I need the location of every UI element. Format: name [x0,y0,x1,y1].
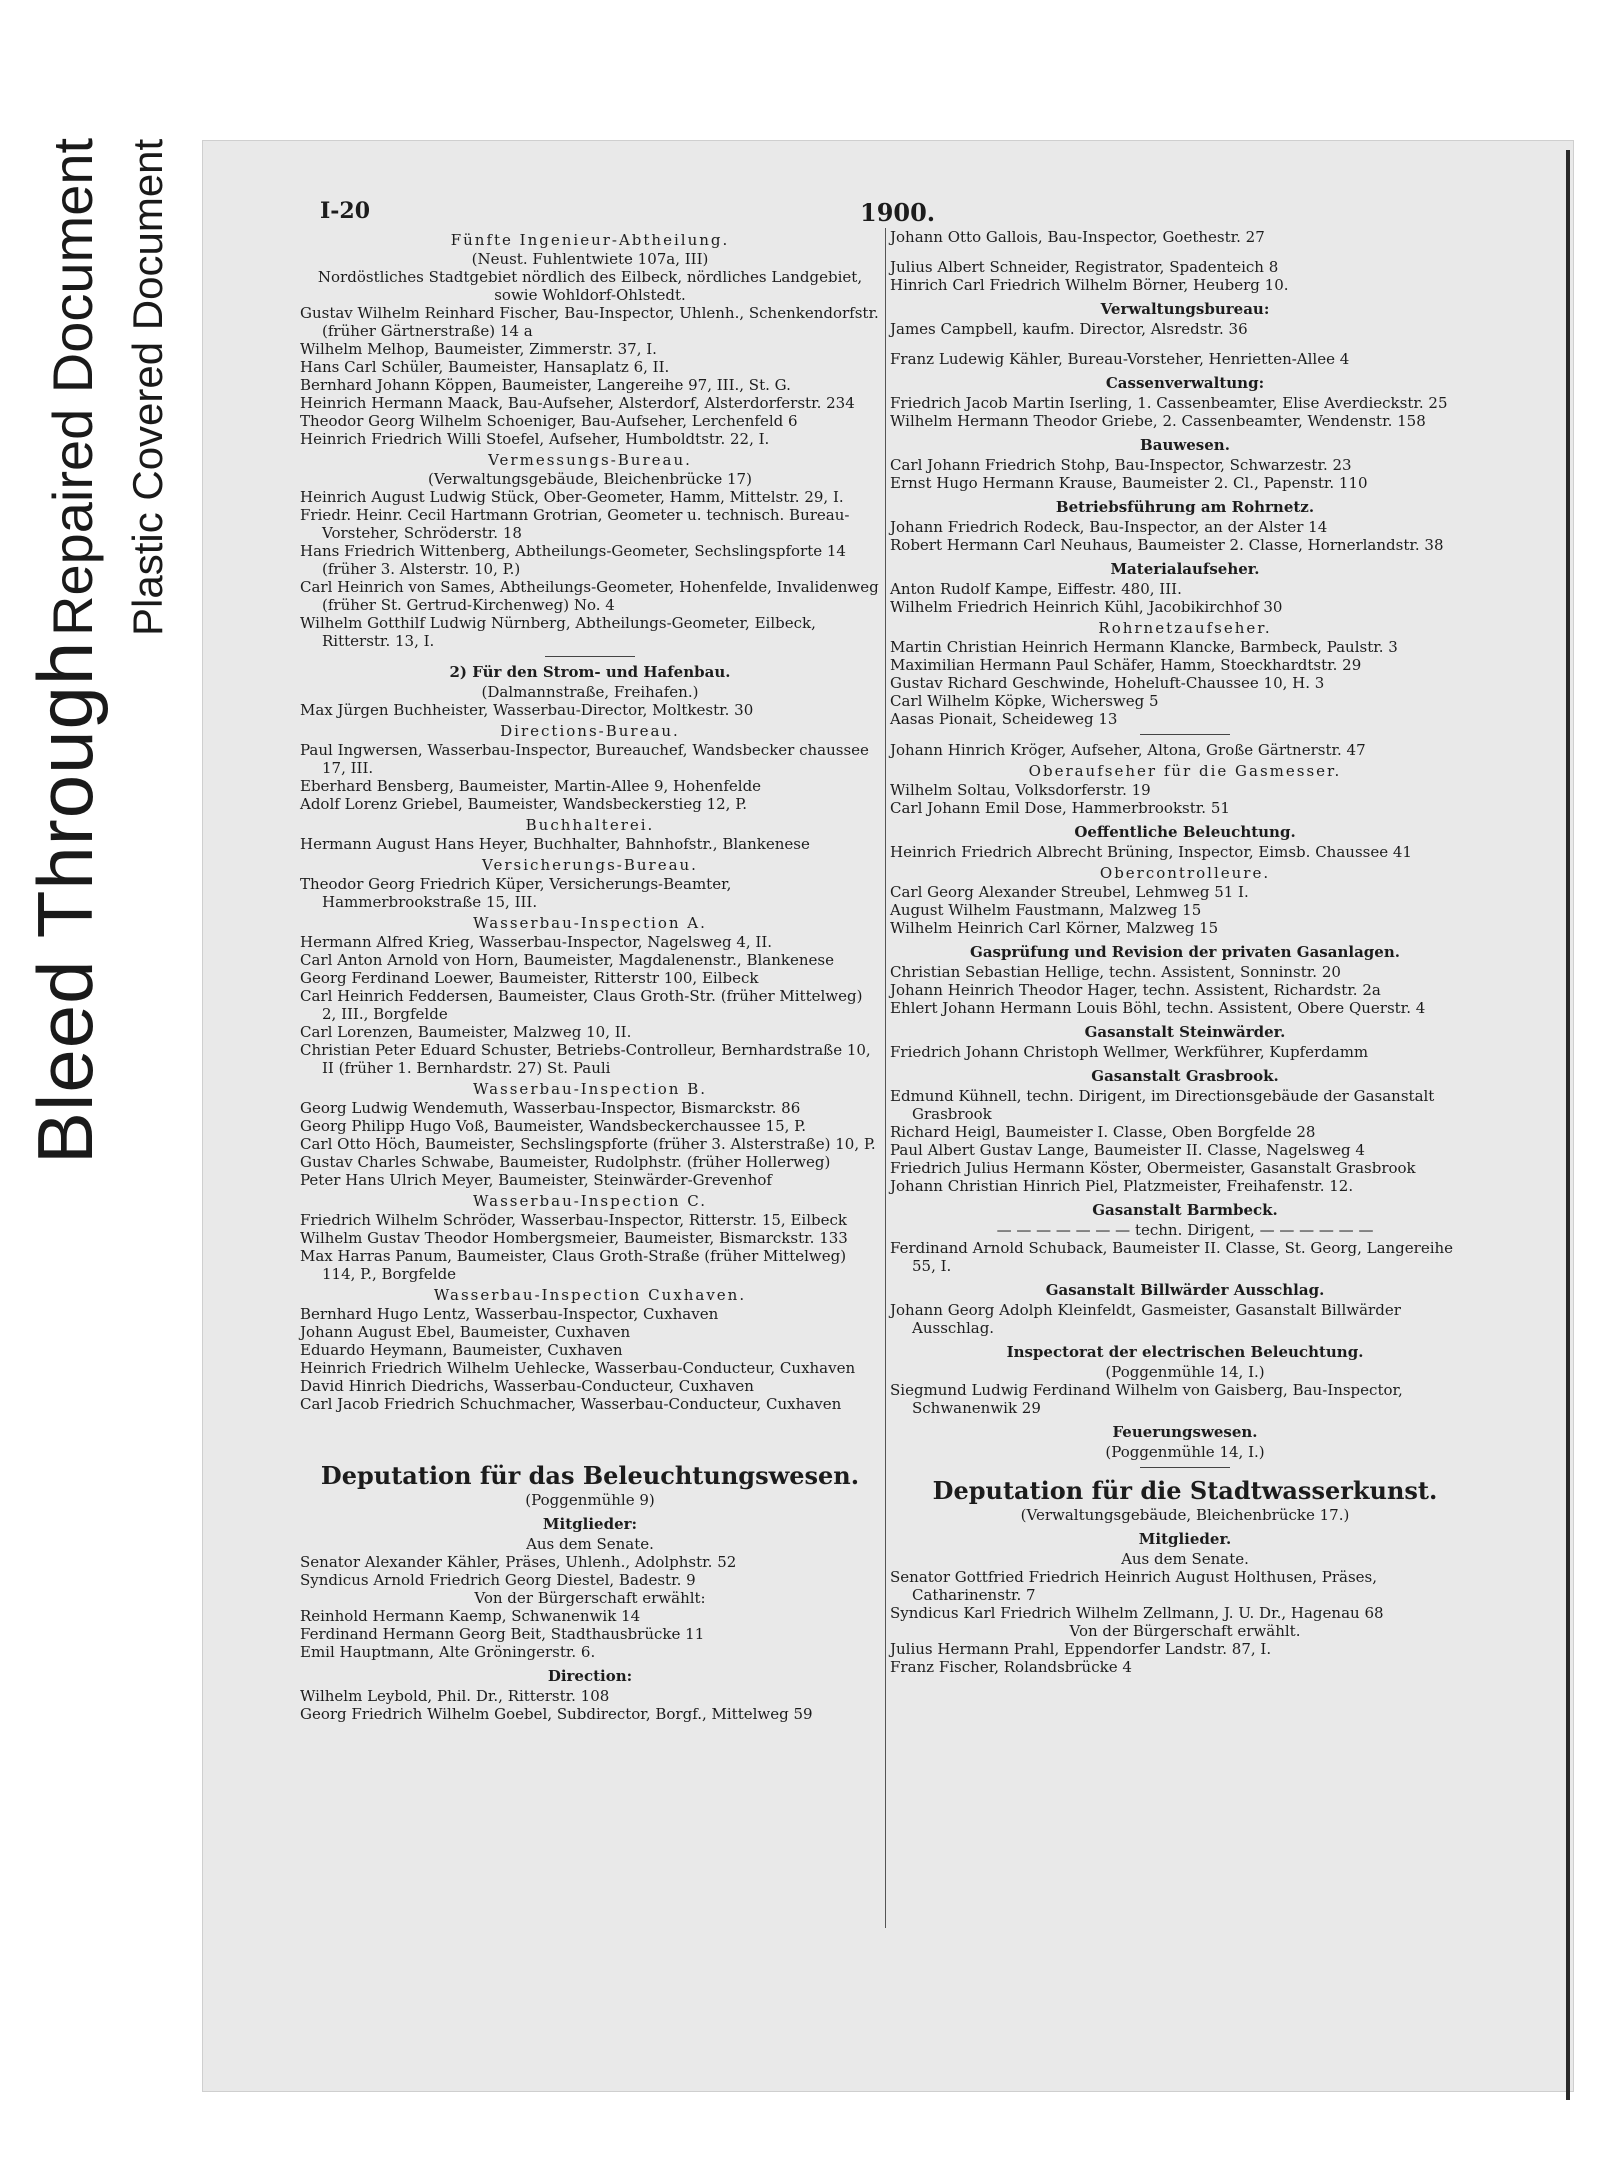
directory-entry: Carl Lorenzen, Baumeister, Malzweg 10, II. [300,1023,632,1041]
directory-entry: Carl Georg Alexander Streubel, Lehmweg 51 I. [890,883,1249,901]
section-heading: Gasanstalt Steinwärder. [1084,1023,1286,1041]
directory-entry: Hermann Alfred Krieg, Wasserbau-Inspector, Nagelsweg 4, II. [300,933,773,951]
note-line: (Poggenmühle 9) [525,1491,655,1509]
directory-entry: Hinrich Carl Friedrich Wilhelm Börner, Heuberg 10. [890,276,1289,294]
section-heading: Direction: [547,1667,633,1685]
separator-rule [545,656,635,657]
directory-entry: Gustav Wilhelm Reinhard Fischer, Bau-Inspector, Uhlenh., Schenkendorfstr. (früher Gärtnerstraße) 14 a [300,304,879,340]
note-line: Von der Bürgerschaft erwählt. [1069,1622,1301,1640]
section-heading: Gasanstalt Billwärder Ausschlag. [1045,1281,1325,1299]
section-heading: Wasserbau-Inspection C. [473,1192,707,1210]
directory-entry: Wilhelm Soltau, Volksdorferstr. 19 [890,781,1151,799]
directory-entry: Friedrich Wilhelm Schröder, Wasserbau-Inspector, Ritterstr. 15, Eilbeck [300,1211,847,1229]
spacer [890,246,1480,258]
directory-entry: Christian Sebastian Hellige, techn. Assistent, Sonninstr. 20 [890,963,1341,981]
directory-entry: Johann Hinrich Kröger, Aufseher, Altona, Große Gärtnerstr. 47 [890,741,1366,759]
directory-entry: Peter Hans Ulrich Meyer, Baumeister, Steinwärder-Grevenhof [300,1171,772,1189]
plastic-covered-label: Plastic Covered Document [124,138,171,636]
section-heading: Inspectorat der electrischen Beleuchtung. [1006,1343,1364,1361]
note-line: (Dalmannstraße, Freihafen.) [481,683,699,701]
directory-entry: Robert Hermann Carl Neuhaus, Baumeister 2. Classe, Hornerlandstr. 38 [890,536,1444,554]
note-line: — — — — — — — techn. Dirigent, — — — — — — [996,1221,1374,1239]
section-heading: Oberaufseher für die Gasmesser. [1028,762,1342,780]
directory-entry: Emil Hauptmann, Alte Gröningerstr. 6. [300,1643,596,1661]
section-heading: Buchhalterei. [525,816,655,834]
directory-entry: Carl Johann Friedrich Stohp, Bau-Inspector, Schwarzestr. 23 [890,456,1352,474]
separator-rule [1140,734,1230,735]
section-heading: Betriebsführung am Rohrnetz. [1055,498,1315,516]
directory-entry: Theodor Georg Friedrich Küper, Versicherungs-Beamter, Hammerbrookstraße 15, III. [300,875,732,911]
directory-entry: Ferdinand Hermann Georg Beit, Stadthausbrücke 11 [300,1625,705,1643]
directory-entry: Syndicus Arnold Friedrich Georg Diestel, Badestr. 9 [300,1571,696,1589]
directory-entry: Friedrich Jacob Martin Iserling, 1. Cassenbeamter, Elise Averdieckstr. 25 [890,394,1448,412]
page-number: I-20 [320,198,371,224]
directory-entry: Carl Johann Emil Dose, Hammerbrookstr. 51 [890,799,1230,817]
section-heading: Gasanstalt Grasbrook. [1091,1067,1279,1085]
directory-entry: Wilhelm Melhop, Baumeister, Zimmerstr. 37, I. [300,340,657,358]
section-heading: Materialaufseher. [1110,560,1260,578]
section-heading: Mitglieder. [1138,1530,1232,1548]
repaired-document-label: Repaired Document [41,137,104,636]
directory-entry: Johann Friedrich Rodeck, Bau-Inspector, an der Alster 14 [890,518,1328,536]
directory-entry: Siegmund Ludwig Ferdinand Wilhelm von Gaisberg, Bau-Inspector, Schwanenwik 29 [890,1381,1403,1417]
section-heading: Obercontrolleure. [1099,864,1271,882]
directory-entry: James Campbell, kaufm. Director, Alsredstr. 36 [890,320,1248,338]
bleed-through-label: Bleed Through [21,640,109,1164]
directory-entry: Gustav Richard Geschwinde, Hoheluft-Chaussee 10, H. 3 [890,674,1325,692]
directory-entry: Heinrich Friedrich Albrecht Brüning, Inspector, Eimsb. Chaussee 41 [890,843,1412,861]
section-heading: Versicherungs-Bureau. [482,856,698,874]
right-column [890,228,1480,1676]
left-column [300,228,880,1723]
directory-entry: Wilhelm Hermann Theodor Griebe, 2. Cassenbeamter, Wendenstr. 158 [890,412,1426,430]
directory-entry: Heinrich Friedrich Willi Stoefel, Aufseher, Humboldtstr. 22, I. [300,430,770,448]
section-heading: 2) Für den Strom- und Hafenbau. [449,663,731,681]
directory-entry: Anton Rudolf Kampe, Eiffestr. 480, III. [890,580,1182,598]
directory-entry: Wilhelm Leybold, Phil. Dr., Ritterstr. 108 [300,1687,610,1705]
section-heading: Verwaltungsbureau: [1100,300,1270,318]
directory-entry: Julius Hermann Prahl, Eppendorfer Landstr. 87, I. [890,1640,1272,1658]
directory-entry: Georg Philipp Hugo Voß, Baumeister, Wandsbeckerchaussee 15, P. [300,1117,806,1135]
directory-entry: Franz Fischer, Rolandsbrücke 4 [890,1658,1132,1676]
directory-entry: Ernst Hugo Hermann Krause, Baumeister 2. Cl., Papenstr. 110 [890,474,1368,492]
spacer [890,338,1480,350]
note-line: (Verwaltungsgebäude, Bleichenbrücke 17) [428,470,752,488]
directory-entry: Julius Albert Schneider, Registrator, Spadenteich 8 [890,258,1279,276]
directory-entry: August Wilhelm Faustmann, Malzweg 15 [890,901,1202,919]
directory-entry: Wilhelm Gustav Theodor Hombergsmeier, Baumeister, Bismarckstr. 133 [300,1229,848,1247]
directory-entry: Richard Heigl, Baumeister I. Classe, Oben Borgfelde 28 [890,1123,1316,1141]
directory-entry: Friedrich Julius Hermann Köster, Obermeister, Gasanstalt Grasbrook [890,1159,1416,1177]
directory-entry: Christian Peter Eduard Schuster, Betriebs-Controlleur, Bernhardstraße 10, II (früher 1. Bernhardstr. 27) St. Pauli [300,1041,871,1077]
directory-entry: Franz Ludewig Kähler, Bureau-Vorsteher, Henrietten-Allee 4 [890,350,1350,368]
directory-entry: Carl Otto Höch, Baumeister, Sechslingspforte (früher 3. Alsterstraße) 10, P. [300,1135,876,1153]
directory-entry: Gustav Charles Schwabe, Baumeister, Rudolphstr. (früher Hollerweg) [300,1153,831,1171]
directory-entry: Carl Heinrich Feddersen, Baumeister, Claus Groth-Str. (früher Mittelweg) 2, III., Borgfelde [300,987,863,1023]
page-header [320,198,1450,228]
note-line: (Neust. Fuhlentwiete 107a, III) [471,250,709,268]
directory-entry: Johann Heinrich Theodor Hager, techn. Assistent, Richardstr. 2a [890,981,1381,999]
directory-entry: Max Harras Panum, Baumeister, Claus Groth-Straße (früher Mittelweg) 114, P., Borgfelde [300,1247,847,1283]
directory-entry: Syndicus Karl Friedrich Wilhelm Zellmann, J. U. Dr., Hagenau 68 [890,1604,1384,1622]
directory-entry: Heinrich August Ludwig Stück, Ober-Geometer, Hamm, Mittelstr. 29, I. [300,488,844,506]
section-heading: Mitglieder: [542,1515,638,1533]
note-line: Aus dem Senate. [526,1535,654,1553]
directory-entry: Bernhard Hugo Lentz, Wasserbau-Inspector, Cuxhaven [300,1305,719,1323]
directory-entry: Georg Ludwig Wendemuth, Wasserbau-Inspector, Bismarckstr. 86 [300,1099,801,1117]
section-heading: Wasserbau-Inspection Cuxhaven. [433,1286,747,1304]
section-heading: Wasserbau-Inspection B. [472,1080,707,1098]
directory-entry: Wilhelm Heinrich Carl Körner, Malzweg 15 [890,919,1219,937]
section-heading: Gasprüfung und Revision der privaten Gasanlagen. [970,943,1400,961]
directory-entry: Senator Gottfried Friedrich Heinrich August Holthusen, Präses, Catharinenstr. 7 [890,1568,1377,1604]
deputation-title: Deputation für das Beleuchtungswesen. [320,1461,860,1490]
section-heading: Cassenverwaltung: [1105,374,1265,392]
directory-entry: Carl Heinrich von Sames, Abtheilungs-Geometer, Hohenfelde, Invalidenweg (früher St. Gertrud-Kirchenweg) No. 4 [300,578,879,614]
directory-entry: Friedrich Johann Christoph Wellmer, Werkführer, Kupferdamm [890,1043,1369,1061]
directory-entry: Hermann August Hans Heyer, Buchhalter, Bahnhofstr., Blankenese [300,835,810,853]
section-heading: Feuerungswesen. [1112,1423,1258,1441]
section-heading: Gasanstalt Barmbeck. [1092,1201,1278,1219]
directory-entry: Adolf Lorenz Griebel, Baumeister, Wandsbeckerstieg 12, P. [300,795,748,813]
column-divider [885,228,886,1928]
directory-entry: Maximilian Hermann Paul Schäfer, Hamm, Stoeckhardtstr. 29 [890,656,1362,674]
directory-entry: Aasas Pionait, Scheideweg 13 [890,710,1118,728]
section-heading: Bauwesen. [1140,436,1230,454]
directory-entry: Georg Ferdinand Loewer, Baumeister, Ritterstr 100, Eilbeck [300,969,759,987]
directory-entry: Carl Wilhelm Köpke, Wichersweg 5 [890,692,1159,710]
note-line: Aus dem Senate. [1121,1550,1249,1568]
directory-entry: Wilhelm Friedrich Heinrich Kühl, Jacobikirchhof 30 [890,598,1283,616]
page-binding-edge [1566,150,1570,2100]
note-line: (Poggenmühle 14, I.) [1105,1363,1265,1381]
directory-entry: Senator Alexander Kähler, Präses, Uhlenh., Adolphstr. 52 [300,1553,737,1571]
directory-entry: Paul Albert Gustav Lange, Baumeister II. Classe, Nagelsweg 4 [890,1141,1365,1159]
directory-entry: Wilhelm Gotthilf Ludwig Nürnberg, Abtheilungs-Geometer, Eilbeck, Ritterstr. 13, I. [300,614,816,650]
section-heading: Fünfte Ingenieur-Abtheilung. [450,231,730,249]
directory-entry: Max Jürgen Buchheister, Wasserbau-Director, Moltkestr. 30 [300,701,754,719]
spacer [300,1413,880,1453]
directory-entry: Carl Anton Arnold von Horn, Baumeister, Magdalenenstr., Blankenese [300,951,834,969]
directory-entry: Ehlert Johann Hermann Louis Böhl, techn. Assistent, Obere Querstr. 4 [890,999,1426,1017]
section-heading: Oeffentliche Beleuchtung. [1074,823,1296,841]
directory-entry: Johann Otto Gallois, Bau-Inspector, Goethestr. 27 [890,228,1265,246]
section-heading: Rohrnetzaufseher. [1098,619,1272,637]
directory-entry: Johann August Ebel, Baumeister, Cuxhaven [300,1323,631,1341]
directory-entry: Martin Christian Heinrich Hermann Klancke, Barmbeck, Paulstr. 3 [890,638,1398,656]
deputation-title: Deputation für die Stadtwasserkunst. [932,1476,1438,1505]
directory-entry: Hans Carl Schüler, Baumeister, Hansaplatz 6, II. [300,358,670,376]
section-heading: Directions-Bureau. [500,722,680,740]
separator-rule [1140,1467,1230,1468]
note-line: (Verwaltungsgebäude, Bleichenbrücke 17.) [1020,1506,1350,1524]
directory-entry: Paul Ingwersen, Wasserbau-Inspector, Bureauchef, Wandsbecker chaussee 17, III. [300,741,869,777]
directory-entry: Reinhold Hermann Kaemp, Schwanenwik 14 [300,1607,641,1625]
directory-entry: Heinrich Hermann Maack, Bau-Aufseher, Alsterdorf, Alsterdorferstr. 234 [300,394,855,412]
directory-entry: Hans Friedrich Wittenberg, Abtheilungs-Geometer, Sechslingspforte 14 (früher 3. Alsterstr. 10, P.) [300,542,846,578]
note-line: Nordöstliches Stadtgebiet nördlich des Eilbeck, nördliches Landgebiet, sowie Wohldorf-Ohlstedt. [317,268,863,304]
directory-entry: Edmund Kühnell, techn. Dirigent, im Directionsgebäude der Gasanstalt Grasbrook [890,1087,1435,1123]
directory-entry: Heinrich Friedrich Wilhelm Uehlecke, Wasserbau-Conducteur, Cuxhaven [300,1359,856,1377]
note-line: Von der Bürgerschaft erwählt: [474,1589,706,1607]
directory-entry: Friedr. Heinr. Cecil Hartmann Grotrian, Geometer u. technisch. Bureau-Vorsteher, Schröderstr. 18 [300,506,850,542]
directory-entry: Theodor Georg Wilhelm Schoeniger, Bau-Aufseher, Lerchenfeld 6 [300,412,798,430]
year-heading: 1900. [860,198,936,227]
directory-entry: Ferdinand Arnold Schuback, Baumeister II. Classe, St. Georg, Langereihe 55, I. [890,1239,1454,1275]
directory-entry: Bernhard Johann Köppen, Baumeister, Langereihe 97, III., St. G. [300,376,791,394]
directory-entry: David Hinrich Diedrichs, Wasserbau-Conducteur, Cuxhaven [300,1377,754,1395]
directory-entry: Carl Jacob Friedrich Schuchmacher, Wasserbau-Conducteur, Cuxhaven [300,1395,842,1413]
section-heading: Vermessungs-Bureau. [488,451,692,469]
section-heading: Wasserbau-Inspection A. [473,914,707,932]
directory-entry: Eduardo Heymann, Baumeister, Cuxhaven [300,1341,623,1359]
directory-entry: Johann Georg Adolph Kleinfeldt, Gasmeister, Gasanstalt Billwärder Ausschlag. [890,1301,1401,1337]
note-line: (Poggenmühle 14, I.) [1105,1443,1265,1461]
directory-entry: Johann Christian Hinrich Piel, Platzmeister, Freihafenstr. 12. [890,1177,1354,1195]
directory-entry: Georg Friedrich Wilhelm Goebel, Subdirector, Borgf., Mittelweg 59 [300,1705,813,1723]
directory-entry: Eberhard Bensberg, Baumeister, Martin-Allee 9, Hohenfelde [300,777,762,795]
